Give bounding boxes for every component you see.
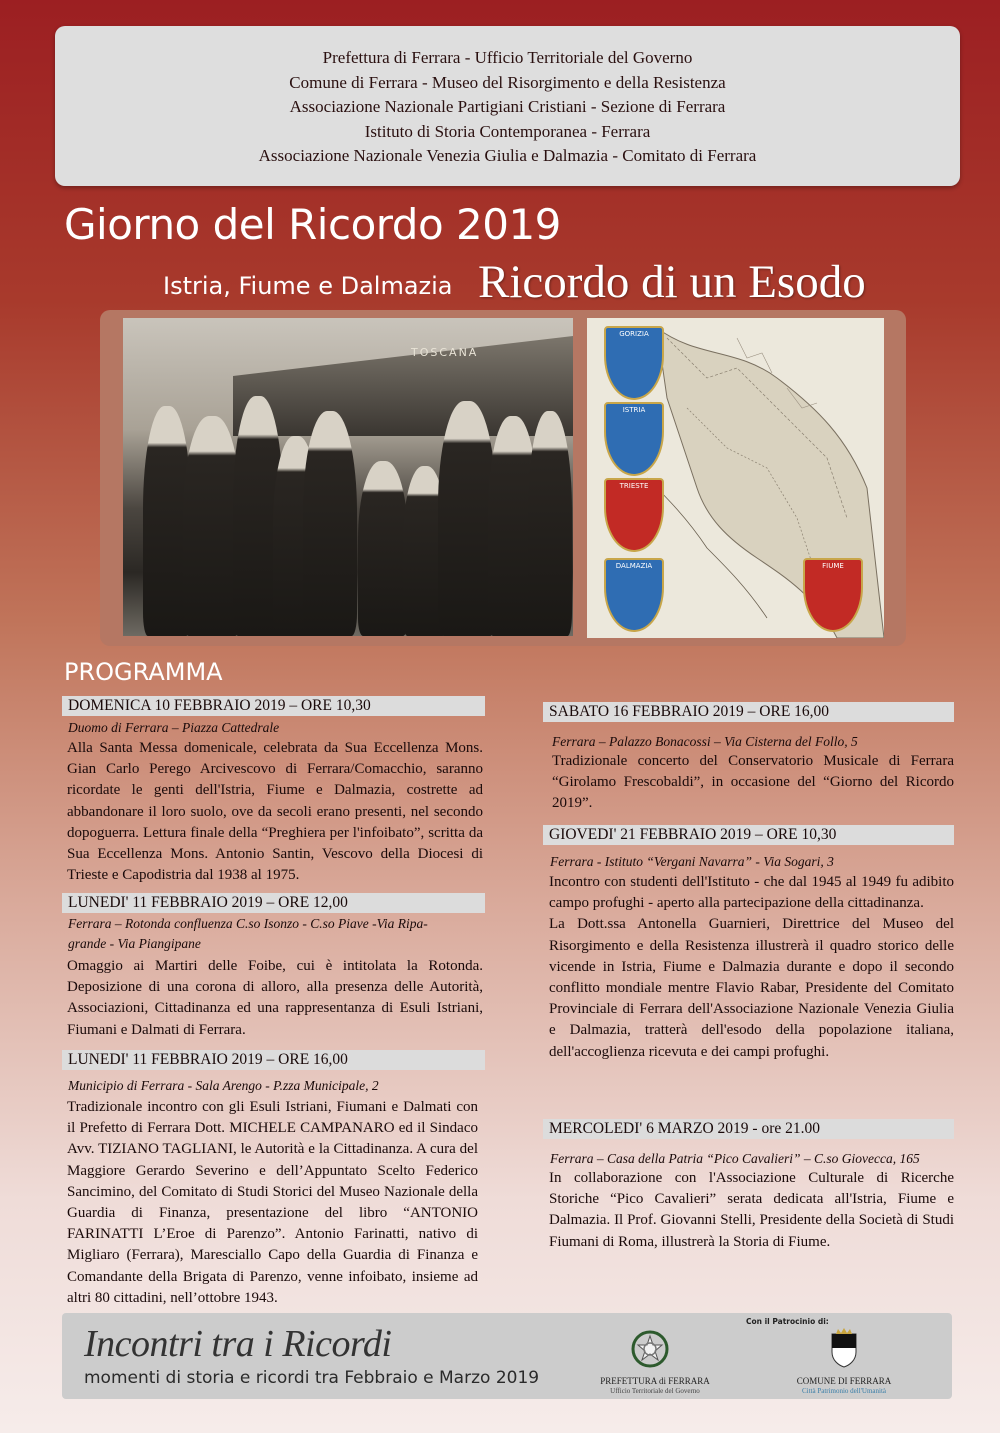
gorizia-shield-icon: GORIZIA (604, 326, 664, 400)
event-title: Giorno del Ricordo 2019 (64, 200, 561, 249)
comune-logo-label: COMUNE DI FERRARA Città Patrimonio dell'Umanità (796, 1376, 892, 1395)
historical-photo (123, 318, 573, 636)
organizer-line: Associazione Nazionale Venezia Giulia e Dalmazia - Comitato di Ferrara (258, 146, 757, 165)
event-description: Tradizionale concerto del Conservatorio Musicale di Ferrara “Girolamo Frescobaldi”, in occasione del “Giorno del Ricordo 2019”. (552, 753, 954, 812)
organizer-line: Istituto di Storia Contemporanea - Ferrara (364, 121, 651, 141)
italian-republic-emblem-icon (628, 1327, 672, 1371)
event-description: Alla Santa Messa domenicale, celebrata da Sua Eccellenza Mons. Gian Carlo Perego Arcivescovo di Ferrara/Comacchio, saranno ricordate le genti dell'Istria, Fiume e Dalmazia, costrette ad abbandonare il loro suolo, ove da secoli erano presenti, nel secondo dopoguerra. Lettura finale della “Preghiera per l'infoibato”, scritta da Sua Eccellenza Mons. Antonio Santin, Vescovo della Diocesi di Trieste e Capodistria dal 1938 al 1975. (67, 740, 483, 884)
exodus-subtitle: Ricordo di un Esodo (478, 256, 866, 308)
event-date-bar: GIOVEDI' 21 FEBBRAIO 2019 – ORE 10,30 (543, 825, 954, 845)
event-place: Municipio di Ferrara - Sala Arengo - P.zza Municipale, 2 (68, 1078, 379, 1093)
programme-heading: PROGRAMMA (64, 658, 223, 686)
istria-shield-icon: ISTRIA (604, 402, 664, 476)
event-place: Duomo di Ferrara – Piazza Cattedrale (68, 720, 280, 735)
event-description: In collaborazione con l'Associazione Culturale di Ricerche Storiche “Pico Cavalieri” serata dedicata all'Istria, Fiume e Dalmazia. Il Prof. Giovanni Stelli, Presidente della Società di Studi Fiumani di Roma, illustrerà la Storia di Fiume. (549, 1170, 954, 1250)
dalmazia-shield-icon: DALMAZIA (604, 558, 664, 632)
organizer-line: Associazione Nazionale Partigiani Cristiani - Sezione di Ferrara (289, 97, 726, 116)
organizer-line: Comune di Ferrara - Museo del Risorgimento e della Resistenza (289, 72, 726, 92)
event-description: Incontro con studenti dell'Istituto - che dal 1945 al 1949 fu adibito campo profughi - aperto alla partecipazione della cittadinanza. La Dott.ssa Antonella Guarnieri, Direttrice del Museo del Risorgimento e della Resistenza illustrerà il quadro storico delle vicende in Istria, Fiume e Dalmazia durante e dopo il secondo conflitto mondiale mentre Flavio Rabar, Presidente del Comitato Provinciale di Ferrara dell'Associazione Nazionale Venezia Giulia e Dalmazia, tratterà dell'esodo della popolazione italiana, dell'accoglienza ricevuta e dei campi profughi. (549, 874, 954, 1060)
ship-name: TOSCANA (411, 346, 479, 359)
trieste-shield-icon: TRIESTE (604, 478, 664, 552)
event-description: Omaggio ai Martiri delle Foibe, cui è intitolata la Rotonda. Deposizione di una corona di alloro, alla presenza delle Autorità, Associazioni, Cittadinanza ed una rappresentanza di Esuli Istriani, Fiumani e Dalmati di Ferrara. (67, 958, 483, 1038)
patronage-label: Con il Patrocinio di: (746, 1317, 829, 1326)
event-date-bar: LUNEDI' 11 FEBBRAIO 2019 – ORE 16,00 (62, 1050, 485, 1070)
regions-subtitle: Istria, Fiume e Dalmazia (163, 272, 453, 300)
event-description: Tradizionale incontro con gli Esuli Istriani, Fiumani e Dalmati con il Prefetto di Ferrara Dott. MICHELE CAMPANARO ed il Sindaco Avv. TIZIANO TAGLIANI, le Autorità e la Cittadinanza. A cura del Maggiore Gerardo Severino e dell’Appuntato Scelto Federico Sancimino, del Comitato di Studi Storici del Museo Nazionale della Guardia di Finanza, presentazione del libro “ANTONIO FARINATTI L’Eroe di Parenzo”. Antonio Farinatti, nativo di Migliaro (Ferrara), Maresciallo Capo della Guardia di Finanza e Comandante della Brigata di Parenzo, venne infoibato, insieme ad altri 80 cittadini, nell’ottobre 1943. (67, 1099, 478, 1306)
event-place: Ferrara – Palazzo Bonacossi – Via Cisterna del Follo, 5 (552, 734, 858, 749)
event-date-bar: DOMENICA 10 FEBBRAIO 2019 – ORE 10,30 (62, 696, 485, 716)
organizer-line: Prefettura di Ferrara - Ufficio Territoriale del Governo (322, 48, 693, 67)
person-figure (528, 411, 572, 636)
event-place: Ferrara – Rotonda confluenza C.so Isonzo - C.so Piave -Via Ripa- grande - Via Piangipane (68, 916, 428, 951)
organizers-box (55, 26, 960, 186)
event-date-bar: MERCOLEDI' 6 MARZO 2019 - ore 21.00 (543, 1119, 954, 1139)
person-figure (358, 461, 408, 636)
prefettura-logo-label: PREFETTURA di FERRARA Ufficio Territoriale del Governo (600, 1376, 710, 1395)
event-place: Ferrara - Istituto “Vergani Navarra” - Via Sogari, 3 (550, 854, 834, 869)
series-title: Incontri tra i Ricordi (84, 1323, 392, 1365)
event-date-bar: SABATO 16 FEBBRAIO 2019 – ORE 16,00 (543, 702, 954, 722)
person-figure (303, 411, 357, 636)
series-subtitle: momenti di storia e ricordi tra Febbraio e Marzo 2019 (84, 1368, 540, 1388)
historical-map (587, 318, 884, 638)
ferrara-coat-of-arms-icon (830, 1328, 858, 1368)
fiume-shield-icon: FIUME (803, 558, 863, 632)
event-place: Ferrara – Casa della Patria “Pico Cavalieri” – C.so Giovecca, 165 (550, 1151, 920, 1166)
event-date-bar: LUNEDI' 11 FEBBRAIO 2019 – ORE 12,00 (62, 893, 485, 913)
